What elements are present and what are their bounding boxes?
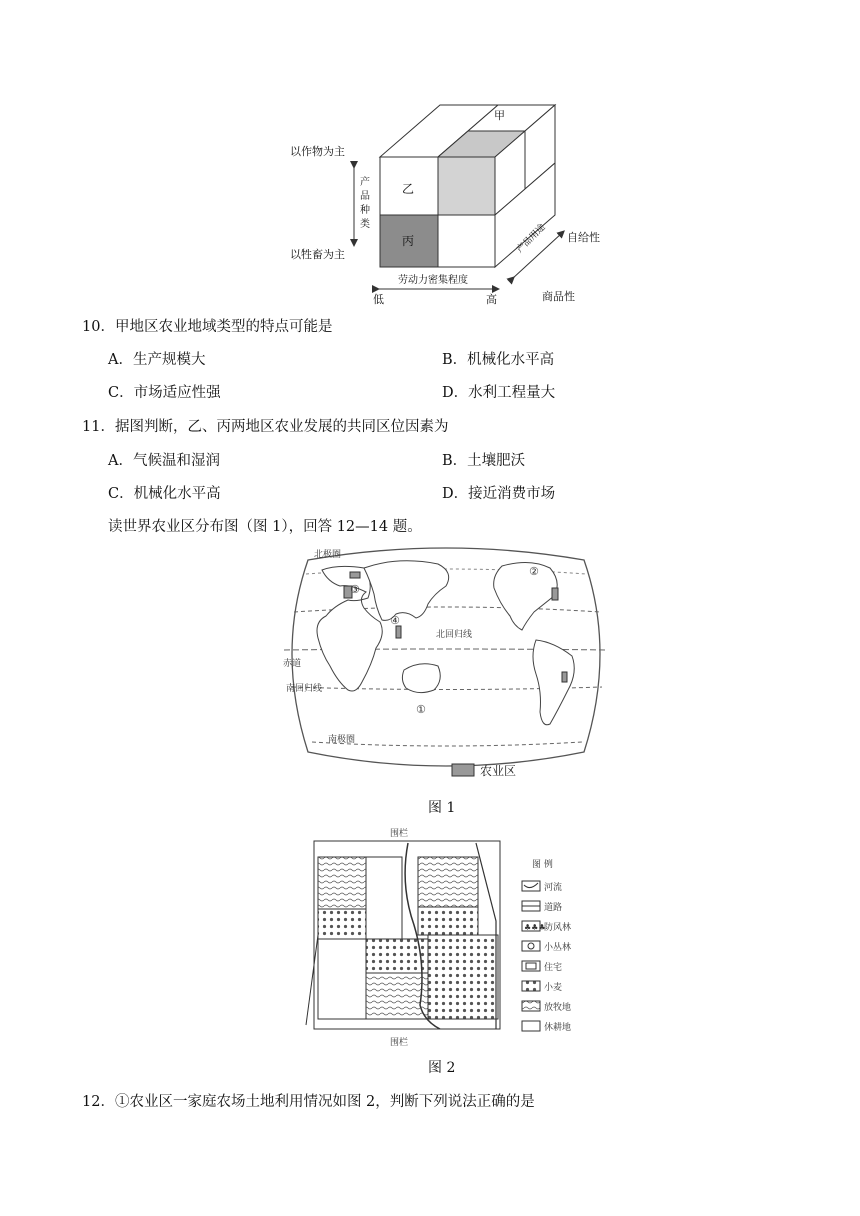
equator-label: 赤道 [283,659,302,669]
q10-stem: 10．甲地区农业地域类型的特点可能是 [82,319,333,335]
axis-bottom-title: 劳动力密集程度 [398,275,468,286]
axis-vertical-1: 产 [360,177,370,188]
legend-windbreak: 防风林 [544,923,572,933]
label-yi: 乙 [402,182,415,196]
legend-house: 住宅 [544,963,563,973]
marker-2: ② [529,565,539,578]
q12-stem: 12．①农业区一家庭农场土地利用情况如图 2，判断下列说法正确的是 [82,1094,535,1110]
marker-3: ③ [350,583,360,596]
q10-option-c[interactable]: C．市场适应性强 [108,385,221,401]
legend-title: 图 例 [532,860,553,870]
axis-top-label: 以作物为主 [290,145,345,158]
legend-pasture: 放牧地 [544,1003,572,1013]
fence-top-label: 围栏 [390,829,409,839]
right-axis-label: 产品用途 [515,222,548,256]
axis-low: 低 [373,293,384,306]
farm-land-use-map [300,825,600,1050]
legend-wheat: 小麦 [544,983,563,993]
q11-option-d[interactable]: D．接近消费市场 [442,486,556,502]
agriculture-type-cube-diagram [280,95,600,310]
fig1-caption: 图 1 [428,800,456,816]
q11-option-b[interactable]: B．土壤肥沃 [442,453,526,469]
south-circle-label: 南极圈 [328,735,356,745]
label-bing: 丙 [402,234,415,248]
axis-high: 高 [486,293,497,306]
marker-1: ① [416,703,426,716]
intro-text: 读世界农业区分布图（图 1），回答 12—14 题。 [108,519,422,535]
axis-vertical-3: 种 [360,205,370,216]
arctic-label: 北极圈 [314,550,342,560]
north-tropic-label: 北回归线 [436,630,473,640]
legend-hatch-icon [452,764,474,776]
axis-vertical-2: 品 [360,191,370,202]
q10-option-d[interactable]: D．水利工程量大 [442,385,556,401]
fig2-caption: 图 2 [428,1060,456,1076]
right-bottom-label: 商品性 [542,290,575,303]
q10-option-a[interactable]: A．生产规模大 [108,352,206,368]
label-jia: 甲 [494,109,505,122]
marker-4: ④ [390,614,400,627]
south-tropic-label: 南回归线 [286,684,323,694]
legend-agri-label: 农业区 [480,764,517,778]
svg-text:♣♣♣: ♣♣♣ [524,923,546,932]
legend-river: 河流 [544,883,563,893]
q11-option-c[interactable]: C．机械化水平高 [108,486,221,502]
world-agriculture-map [278,542,614,792]
fence-bottom-label: 围栏 [390,1038,409,1048]
axis-vertical-4: 类 [360,219,370,230]
legend-fallow: 休耕地 [544,1023,572,1033]
q11-option-a[interactable]: A．气候温和湿润 [108,453,220,469]
q10-option-b[interactable]: B．机械化水平高 [442,352,555,368]
right-top-label: 自给性 [567,231,600,244]
axis-bottom-label: 以牲畜为主 [290,248,345,261]
legend-road: 道路 [544,903,563,913]
q11-stem: 11．据图判断，乙、丙两地区农业发展的共同区位因素为 [82,419,449,435]
legend-bush: 小丛林 [544,943,572,953]
